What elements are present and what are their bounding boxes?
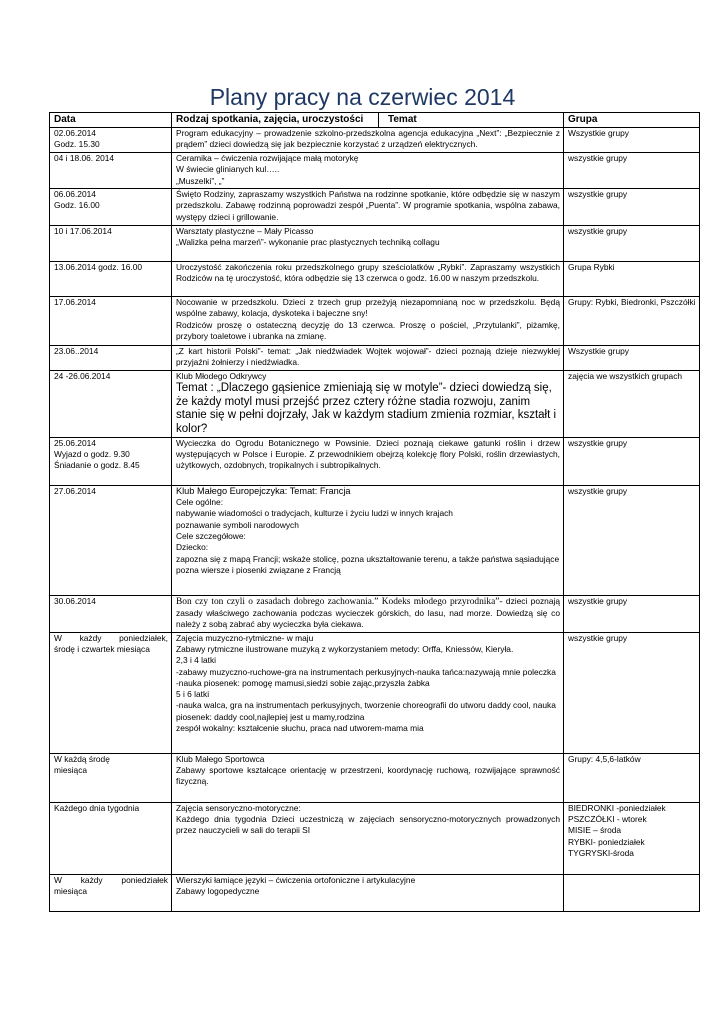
row-description [172,371,564,438]
desc-line: zespół wokalny: kształcenie słuchu, praca nad utworem-mama mia [176,723,424,734]
date-line: Śniadanie o godz. 8.45 [54,460,140,471]
desc-line: Ceramika – ćwiczenia rozwijające małą motorykę [176,153,359,163]
date-line: 06.06.2014 [54,189,96,199]
row-description [172,262,564,297]
desc-line: Temat : „Dlaczego gąsienice zmieniają się w motyle”- dzieci dowiedzą się, że każdy motyl musi przejść przez cztery różne stadia rozwoju, zanim stanie się w pełni dojrzały, Jak w każdym stadium zmienia rozmiar, kształt i kolor? [176,382,557,436]
row-description [172,802,564,874]
desc-text: Program edukacyjny – prowadzenie szkolno-przedszkolna agencja edukacyjna „Next”: „Bezpiecznie z prądem” dzieci dowiedzą się jak bezpiecznie korzystać z urządzeń elektrycznych. [176,128,560,150]
group-line: TYGRYSKI-środa [568,847,634,858]
desc-line: „Walizka pełna marzeń”- wykonanie prac plastycznych techniką collagu [176,237,440,248]
desc-line: 5 i 6 latki [176,689,210,700]
row-group: wszystkie grupy [564,153,700,189]
desc-text: „Z kart historii Polski”- temat: „Jak niedźwiadek Wojtek wojował”- dzieci poznają dzieje niezwykłej przyjaźni żołnierzy i niedźwiadka. [176,346,560,368]
row-group: Wszystkie grupy [564,128,700,153]
row-group: wszystkie grupy [564,226,700,262]
table-header-row [50,113,700,128]
date-line: W każdy poniedziałek [54,874,168,885]
row-description [172,153,564,189]
row-group: wszystkie grupy [564,632,700,753]
group-line: PSZCZÓŁKI - wtorek [568,813,647,824]
row-group: Grupa Rybki [564,262,700,297]
row-description [172,226,564,262]
date-line: Godz. 16.00 [54,200,100,211]
table-row [50,297,700,346]
header-data: Data [50,113,172,128]
group-line: MISIE – środa [568,825,622,836]
row-description [172,485,564,595]
table-row [50,485,700,595]
row-group: wszystkie grupy [564,485,700,595]
row-date [50,346,172,371]
desc-text: Święto Rodziny, zapraszamy wszystkich Państwa na rodzinne spotkanie, które odbędzie się w naszym przedszkolu. Zabawę rodzinną poprowadzi zespół „Puenta”. W programie spotkania, wspólna zabawa, występy dzieci i grillowanie. [176,189,560,222]
desc-line: Każdego dnia tygodnia Dzieci uczestniczą w zajęciach sensoryczno-motorycznych prowadzonych przez nauczycieli w sali do terapii SI [176,813,560,836]
desc-serif-text: Bon czy ton czyli o zasadach dobrego zachowania.” Kodeks młodego przyrodnika”- [176,596,503,607]
date-line: 10 i 17.06.2014 [54,226,112,236]
desc-line: W świecie glinianych kul….. [176,164,280,175]
page-title: Plany pracy na czerwiec 2014 [209,84,516,110]
desc-line: „Muszelki”, „” [176,175,225,186]
row-description [172,297,564,346]
header-rodzaj-label: Rodzaj spotkania, zajęcia, uroczystości [176,114,364,125]
group-line: BIEDRONKI -poniedziałek [568,802,666,813]
header-divider [378,113,379,127]
row-group: Grupy: 4,5,6-latków [564,753,700,802]
row-description [172,189,564,226]
date-line: miesiąca [54,764,88,775]
row-description [172,128,564,153]
table-row [50,632,700,753]
row-description [172,595,564,632]
desc-line: Cele ogólne: [176,497,224,508]
desc-line: pozna wiersze i piosenki związane z Francją [176,564,341,575]
date-line: 02.06.2014 [54,128,96,138]
desc-line: 2,3 i 4 latki [176,655,217,666]
row-description [172,346,564,371]
desc-text: Uroczystość zakończenia roku przedszkolnego grupy sześciolatków „Rybki”. Zapraszamy wszystkich Rodziców na tę uroczystość, która odbędzie się 13 czerwca o godz. 16.00 w naszym przedszkolu. [176,262,560,284]
row-description [172,437,564,485]
desc-line: Zajęcia sensoryczno-motoryczne: [176,802,301,813]
row-group: wszystkie grupy [564,595,700,632]
desc-line: -zabawy muzyczno-ruchowe-gra na instrumentach perkusyjnych-nauka tańca:nazywają mnie poleczka [176,666,556,677]
row-date [50,226,172,262]
row-group: Wszystkie grupy [564,346,700,371]
header-grupa: Grupa [564,113,700,128]
row-date [50,128,172,153]
table-row [50,346,700,371]
desc-line: Rodziców proszę o ostateczną decyzję do 13 czerwca. Proszę o pościel, „Przytulanki”, piżamkę, przybory toaletowe i ubranka na zmianę. [176,319,560,341]
date-line: miesiąca [54,885,88,896]
date-line: W każdy poniedziałek, [54,632,168,643]
row-group: wszystkie grupy [564,437,700,485]
row-date [50,371,172,438]
row-date [50,297,172,346]
row-date [50,802,172,874]
row-description [172,874,564,911]
date-line: Każdego dnia tygodnia [54,802,140,813]
row-group: zajęcia we wszystkich grupach [564,371,700,438]
desc-line: Cele szczegółowe: [176,530,246,541]
desc-line: zapozna się z mapą Francji; wskaże stolicę, pozna ukształtowanie terenu, a także państwa sąsiadujące [176,553,560,564]
desc-head: Klub Młodego Odkrywcy [176,371,267,381]
date-line: 27.06.2014 [54,485,96,496]
row-date [50,874,172,911]
desc-text: dzieci poznają zasady właściwego zachowania podczas wycieczek górskich, do lasu, nad morze. Dowiedzą się co należy z sobą zabrać aby wycieczka była ciekawa. [176,595,561,629]
table-row [50,753,700,802]
date-line: 04 i 18.06. 2014 [54,153,115,163]
desc-line: -nauka piosenek: pomogę mamusi,siedzi sobie zając,przyszła żabka [176,677,430,688]
desc-line: Nocowanie w przedszkolu. Dzieci z trzech grup przeżyją niezapomnianą noc w przedszkolu. Będą wspólne zabawy, kolacja, dyskoteka i bajeczne sny! [176,297,560,319]
row-date [50,753,172,802]
table-row [50,189,700,226]
row-date [50,485,172,595]
desc-text: Wycieczka do Ogrodu Botanicznego w Powsinie. Dzieci poznają ciekawe gatunki roślin i drzew występujących w Polsce i Europie. Z przewodnikiem obejrzą kolekcję flory Polski, roślin drzewiastych, użytkowych, ozdobnych, tropikalnych i subtropikalnych. [176,437,560,471]
date-line: środę i czwartek miesiąca [54,643,150,654]
table-row [50,226,700,262]
date-line: 17.06.2014 [54,297,96,307]
desc-line: Dziecko: [176,542,209,553]
plan-table [49,112,700,912]
header-temat: Temat [388,114,417,125]
table-row [50,437,700,485]
row-date [50,437,172,485]
table-row [50,128,700,153]
table-row [50,802,700,874]
row-date [50,262,172,297]
row-date [50,632,172,753]
date-line: 30.06.2014 [54,595,96,606]
desc-line: nabywanie wiadomości o tradycjach, kulturze i życiu ludzi w innych krajach [176,508,453,519]
date-line: W każdą środę [54,753,110,764]
header-rodzaj [172,113,564,128]
table-row [50,371,700,438]
row-description [172,632,564,753]
group-line: RYBKI- poniedziałek [568,836,645,847]
desc-line: Wierszyki łamiące języki – ćwiczenia ortofoniczne i artykulacyjne [176,874,416,885]
table-row [50,874,700,911]
date-line: Godz. 15.30 [54,139,100,150]
row-group [564,874,700,911]
desc-line: Zabawy logopedyczne [176,885,260,896]
desc-line: Zajęcia muzyczno-rytmiczne- w maju [176,632,314,643]
row-group [564,802,700,874]
desc-line: Zabawy sportowe kształcące orientację w przestrzeni, koordynację ruchową, rozwijające sprawność fizyczną. [176,764,560,787]
date-line: 13.06.2014 godz. 16.00 [54,262,143,272]
desc-line: poznawanie symboli narodowych [176,519,299,530]
desc-line: Warsztaty plastyczne – Mały Picasso [176,226,314,236]
desc-head: Klub Małego Europejczyka: Temat: Francja [176,485,351,496]
date-line: Wyjazd o godz. 9.30 [54,448,130,459]
date-line: 23.06..2014 [54,346,99,356]
table-row [50,595,700,632]
desc-line: Zabawy rytmiczne ilustrowane muzyką z wykorzystaniem metody: Orffa, Kniessów, Kieryła. [176,643,514,654]
date-line: 24 -26.06.2014 [54,371,111,381]
date-line: 25.06.2014 [54,437,96,448]
row-group: wszystkie grupy [564,189,700,226]
row-description [172,753,564,802]
row-date [50,189,172,226]
desc-line: -nauka walca, gra na instrumentach perkusyjnych, tworzenie choreografii do utworu daddy cool, nauka piosenek: daddy cool,najlepiej jest u mamy,rodzina [176,700,556,722]
table-row [50,262,700,297]
row-date [50,153,172,189]
row-group: Grupy: Rybki, Biedronki, Pszczółki [564,297,700,346]
table-row [50,153,700,189]
row-date [50,595,172,632]
desc-line: Klub Małego Sportowca [176,753,265,764]
